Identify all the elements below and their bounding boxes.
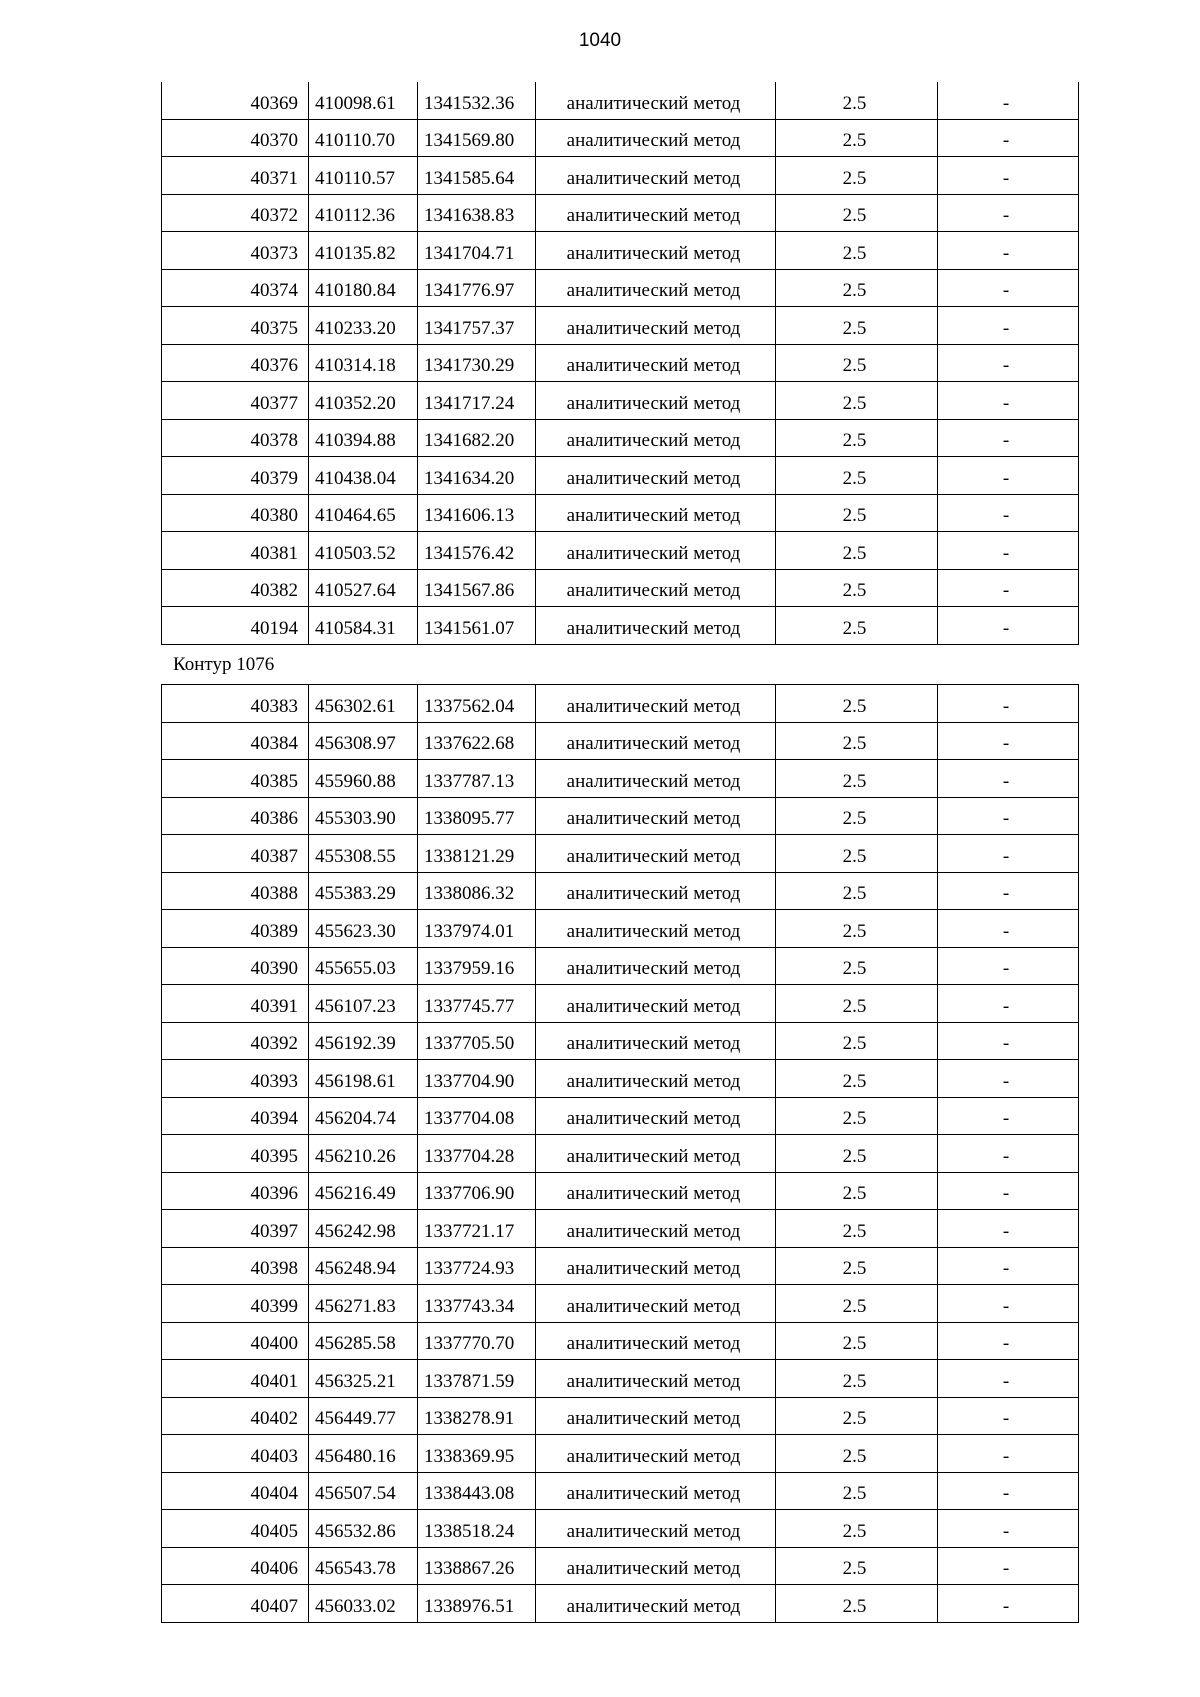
description-cell: - <box>938 1210 1079 1248</box>
point-number-cell: 40403 <box>162 1435 309 1473</box>
accuracy-cell: 2.5 <box>776 722 938 760</box>
y-coordinate-cell: 1341776.97 <box>418 269 536 307</box>
y-coordinate-cell: 1338369.95 <box>418 1435 536 1473</box>
description-cell: - <box>938 457 1079 495</box>
point-number-cell: 40369 <box>162 82 309 119</box>
method-cell: аналитический метод <box>536 985 776 1023</box>
table-row <box>162 157 1079 195</box>
x-coordinate-cell: 410180.84 <box>309 269 418 307</box>
description-cell: - <box>938 569 1079 607</box>
x-coordinate-cell: 456308.97 <box>309 722 418 760</box>
x-coordinate-cell: 456210.26 <box>309 1135 418 1173</box>
x-coordinate-cell: 456480.16 <box>309 1435 418 1473</box>
x-coordinate-cell: 410352.20 <box>309 382 418 420</box>
y-coordinate-cell: 1338443.08 <box>418 1472 536 1510</box>
y-coordinate-cell: 1338095.77 <box>418 797 536 835</box>
method-cell: аналитический метод <box>536 307 776 345</box>
description-cell: - <box>938 1585 1079 1623</box>
table-row <box>162 569 1079 607</box>
accuracy-cell: 2.5 <box>776 685 938 723</box>
accuracy-cell: 2.5 <box>776 307 938 345</box>
point-number-cell: 40392 <box>162 1022 309 1060</box>
description-cell: - <box>938 797 1079 835</box>
y-coordinate-cell: 1337974.01 <box>418 910 536 948</box>
method-cell: аналитический метод <box>536 1210 776 1248</box>
x-coordinate-cell: 455383.29 <box>309 872 418 910</box>
point-number-cell: 40396 <box>162 1172 309 1210</box>
y-coordinate-cell: 1337704.08 <box>418 1097 536 1135</box>
y-coordinate-cell: 1337562.04 <box>418 685 536 723</box>
method-cell: аналитический метод <box>536 1247 776 1285</box>
y-coordinate-cell: 1341634.20 <box>418 457 536 495</box>
y-coordinate-cell: 1338086.32 <box>418 872 536 910</box>
table-row <box>162 344 1079 382</box>
x-coordinate-cell: 410314.18 <box>309 344 418 382</box>
description-cell: - <box>938 1060 1079 1098</box>
accuracy-cell: 2.5 <box>776 1247 938 1285</box>
point-number-cell: 40379 <box>162 457 309 495</box>
y-coordinate-cell: 1337622.68 <box>418 722 536 760</box>
table-row <box>162 307 1079 345</box>
table-row <box>162 910 1079 948</box>
method-cell: аналитический метод <box>536 1322 776 1360</box>
table-row <box>162 1435 1079 1473</box>
y-coordinate-cell: 1337871.59 <box>418 1360 536 1398</box>
table-row <box>162 494 1079 532</box>
y-coordinate-cell: 1341585.64 <box>418 157 536 195</box>
method-cell: аналитический метод <box>536 494 776 532</box>
point-number-cell: 40393 <box>162 1060 309 1098</box>
table-row <box>162 269 1079 307</box>
table-row <box>162 985 1079 1023</box>
y-coordinate-cell: 1341638.83 <box>418 194 536 232</box>
y-coordinate-cell: 1341717.24 <box>418 382 536 420</box>
description-cell: - <box>938 1547 1079 1585</box>
method-cell: аналитический метод <box>536 1285 776 1323</box>
y-coordinate-cell: 1341704.71 <box>418 232 536 270</box>
table-row <box>162 119 1079 157</box>
point-number-cell: 40377 <box>162 382 309 420</box>
y-coordinate-cell: 1337704.28 <box>418 1135 536 1173</box>
accuracy-cell: 2.5 <box>776 494 938 532</box>
method-cell: аналитический метод <box>536 607 776 645</box>
table-row <box>162 232 1079 270</box>
x-coordinate-cell: 456242.98 <box>309 1210 418 1248</box>
table-row <box>162 685 1079 723</box>
method-cell: аналитический метод <box>536 569 776 607</box>
point-number-cell: 40395 <box>162 1135 309 1173</box>
x-coordinate-cell: 456033.02 <box>309 1585 418 1623</box>
y-coordinate-cell: 1337724.93 <box>418 1247 536 1285</box>
accuracy-cell: 2.5 <box>776 344 938 382</box>
x-coordinate-cell: 456271.83 <box>309 1285 418 1323</box>
x-coordinate-cell: 456507.54 <box>309 1472 418 1510</box>
method-cell: аналитический метод <box>536 1585 776 1623</box>
accuracy-cell: 2.5 <box>776 194 938 232</box>
method-cell: аналитический метод <box>536 835 776 873</box>
method-cell: аналитический метод <box>536 157 776 195</box>
y-coordinate-cell: 1338976.51 <box>418 1585 536 1623</box>
y-coordinate-cell: 1337705.50 <box>418 1022 536 1060</box>
table-row <box>162 1322 1079 1360</box>
accuracy-cell: 2.5 <box>776 1547 938 1585</box>
x-coordinate-cell: 410503.52 <box>309 532 418 570</box>
table-row <box>162 722 1079 760</box>
method-cell: аналитический метод <box>536 382 776 420</box>
x-coordinate-cell: 456325.21 <box>309 1360 418 1398</box>
method-cell: аналитический метод <box>536 269 776 307</box>
point-number-cell: 40194 <box>162 607 309 645</box>
table-row <box>162 1135 1079 1173</box>
accuracy-cell: 2.5 <box>776 910 938 948</box>
description-cell: - <box>938 1022 1079 1060</box>
point-number-cell: 40380 <box>162 494 309 532</box>
description-cell: - <box>938 872 1079 910</box>
accuracy-cell: 2.5 <box>776 382 938 420</box>
y-coordinate-cell: 1341532.36 <box>418 82 536 119</box>
accuracy-cell: 2.5 <box>776 797 938 835</box>
x-coordinate-cell: 455623.30 <box>309 910 418 948</box>
accuracy-cell: 2.5 <box>776 119 938 157</box>
accuracy-cell: 2.5 <box>776 532 938 570</box>
table-row <box>162 1472 1079 1510</box>
method-cell: аналитический метод <box>536 1172 776 1210</box>
x-coordinate-cell: 410527.64 <box>309 569 418 607</box>
x-coordinate-cell: 410098.61 <box>309 82 418 119</box>
description-cell: - <box>938 532 1079 570</box>
method-cell: аналитический метод <box>536 1360 776 1398</box>
point-number-cell: 40400 <box>162 1322 309 1360</box>
x-coordinate-cell: 410438.04 <box>309 457 418 495</box>
point-number-cell: 40371 <box>162 157 309 195</box>
point-number-cell: 40386 <box>162 797 309 835</box>
y-coordinate-cell: 1341730.29 <box>418 344 536 382</box>
accuracy-cell: 2.5 <box>776 1322 938 1360</box>
table-row <box>162 1397 1079 1435</box>
method-cell: аналитический метод <box>536 872 776 910</box>
accuracy-cell: 2.5 <box>776 419 938 457</box>
table-row <box>162 835 1079 873</box>
point-number-cell: 40384 <box>162 722 309 760</box>
point-number-cell: 40382 <box>162 569 309 607</box>
method-cell: аналитический метод <box>536 194 776 232</box>
method-cell: аналитический метод <box>536 797 776 835</box>
y-coordinate-cell: 1337787.13 <box>418 760 536 798</box>
method-cell: аналитический метод <box>536 722 776 760</box>
point-number-cell: 40373 <box>162 232 309 270</box>
description-cell: - <box>938 835 1079 873</box>
y-coordinate-cell: 1341569.80 <box>418 119 536 157</box>
description-cell: - <box>938 1247 1079 1285</box>
accuracy-cell: 2.5 <box>776 1585 938 1623</box>
description-cell: - <box>938 1360 1079 1398</box>
method-cell: аналитический метод <box>536 457 776 495</box>
method-cell: аналитический метод <box>536 1547 776 1585</box>
y-coordinate-cell: 1337770.70 <box>418 1322 536 1360</box>
table-row <box>162 1097 1079 1135</box>
y-coordinate-cell: 1338867.26 <box>418 1547 536 1585</box>
x-coordinate-cell: 456285.58 <box>309 1322 418 1360</box>
method-cell: аналитический метод <box>536 947 776 985</box>
method-cell: аналитический метод <box>536 344 776 382</box>
x-coordinate-cell: 456543.78 <box>309 1547 418 1585</box>
method-cell: аналитический метод <box>536 910 776 948</box>
accuracy-cell: 2.5 <box>776 760 938 798</box>
point-number-cell: 40388 <box>162 872 309 910</box>
x-coordinate-cell: 456216.49 <box>309 1172 418 1210</box>
point-number-cell: 40399 <box>162 1285 309 1323</box>
description-cell: - <box>938 1135 1079 1173</box>
method-cell: аналитический метод <box>536 419 776 457</box>
point-number-cell: 40389 <box>162 910 309 948</box>
x-coordinate-cell: 456204.74 <box>309 1097 418 1135</box>
accuracy-cell: 2.5 <box>776 232 938 270</box>
point-number-cell: 40405 <box>162 1510 309 1548</box>
description-cell: - <box>938 119 1079 157</box>
table-row <box>162 607 1079 645</box>
table-row <box>162 1360 1079 1398</box>
point-number-cell: 40375 <box>162 307 309 345</box>
accuracy-cell: 2.5 <box>776 985 938 1023</box>
method-cell: аналитический метод <box>536 1097 776 1135</box>
accuracy-cell: 2.5 <box>776 1172 938 1210</box>
y-coordinate-cell: 1341757.37 <box>418 307 536 345</box>
x-coordinate-cell: 456107.23 <box>309 985 418 1023</box>
y-coordinate-cell: 1341567.86 <box>418 569 536 607</box>
x-coordinate-cell: 455308.55 <box>309 835 418 873</box>
x-coordinate-cell: 455655.03 <box>309 947 418 985</box>
coordinates-table-contour <box>161 684 1079 1623</box>
accuracy-cell: 2.5 <box>776 1135 938 1173</box>
description-cell: - <box>938 269 1079 307</box>
x-coordinate-cell: 456532.86 <box>309 1510 418 1548</box>
point-number-cell: 40383 <box>162 685 309 723</box>
description-cell: - <box>938 344 1079 382</box>
accuracy-cell: 2.5 <box>776 1285 938 1323</box>
description-cell: - <box>938 1322 1079 1360</box>
point-number-cell: 40385 <box>162 760 309 798</box>
accuracy-cell: 2.5 <box>776 569 938 607</box>
table-row <box>162 194 1079 232</box>
x-coordinate-cell: 410233.20 <box>309 307 418 345</box>
description-cell: - <box>938 419 1079 457</box>
accuracy-cell: 2.5 <box>776 1060 938 1098</box>
y-coordinate-cell: 1341561.07 <box>418 607 536 645</box>
description-cell: - <box>938 194 1079 232</box>
point-number-cell: 40407 <box>162 1585 309 1623</box>
method-cell: аналитический метод <box>536 760 776 798</box>
table-row <box>162 947 1079 985</box>
description-cell: - <box>938 494 1079 532</box>
x-coordinate-cell: 456198.61 <box>309 1060 418 1098</box>
table-row <box>162 1210 1079 1248</box>
x-coordinate-cell: 455303.90 <box>309 797 418 835</box>
table-row <box>162 1547 1079 1585</box>
description-cell: - <box>938 947 1079 985</box>
y-coordinate-cell: 1341682.20 <box>418 419 536 457</box>
x-coordinate-cell: 410110.70 <box>309 119 418 157</box>
description-cell: - <box>938 607 1079 645</box>
accuracy-cell: 2.5 <box>776 157 938 195</box>
accuracy-cell: 2.5 <box>776 835 938 873</box>
coordinates-table-continued <box>161 82 1079 645</box>
point-number-cell: 40398 <box>162 1247 309 1285</box>
table-row <box>162 1022 1079 1060</box>
table-row <box>162 457 1079 495</box>
method-cell: аналитический метод <box>536 1435 776 1473</box>
table-row <box>162 382 1079 420</box>
table-row <box>162 1285 1079 1323</box>
accuracy-cell: 2.5 <box>776 1397 938 1435</box>
y-coordinate-cell: 1338278.91 <box>418 1397 536 1435</box>
accuracy-cell: 2.5 <box>776 1022 938 1060</box>
point-number-cell: 40370 <box>162 119 309 157</box>
accuracy-cell: 2.5 <box>776 607 938 645</box>
method-cell: аналитический метод <box>536 685 776 723</box>
table-row <box>162 797 1079 835</box>
y-coordinate-cell: 1337706.90 <box>418 1172 536 1210</box>
table-row <box>162 82 1079 119</box>
y-coordinate-cell: 1341576.42 <box>418 532 536 570</box>
method-cell: аналитический метод <box>536 119 776 157</box>
description-cell: - <box>938 382 1079 420</box>
y-coordinate-cell: 1337721.17 <box>418 1210 536 1248</box>
description-cell: - <box>938 1097 1079 1135</box>
accuracy-cell: 2.5 <box>776 1360 938 1398</box>
point-number-cell: 40391 <box>162 985 309 1023</box>
method-cell: аналитический метод <box>536 1510 776 1548</box>
y-coordinate-cell: 1341606.13 <box>418 494 536 532</box>
description-cell: - <box>938 760 1079 798</box>
x-coordinate-cell: 410110.57 <box>309 157 418 195</box>
point-number-cell: 40390 <box>162 947 309 985</box>
table-row <box>162 1585 1079 1623</box>
description-cell: - <box>938 1510 1079 1548</box>
description-cell: - <box>938 910 1079 948</box>
description-cell: - <box>938 1435 1079 1473</box>
accuracy-cell: 2.5 <box>776 1510 938 1548</box>
description-cell: - <box>938 232 1079 270</box>
method-cell: аналитический метод <box>536 82 776 119</box>
point-number-cell: 40401 <box>162 1360 309 1398</box>
method-cell: аналитический метод <box>536 232 776 270</box>
y-coordinate-cell: 1337745.77 <box>418 985 536 1023</box>
x-coordinate-cell: 456449.77 <box>309 1397 418 1435</box>
y-coordinate-cell: 1337743.34 <box>418 1285 536 1323</box>
x-coordinate-cell: 455960.88 <box>309 760 418 798</box>
table-row <box>162 1172 1079 1210</box>
description-cell: - <box>938 685 1079 723</box>
x-coordinate-cell: 456302.61 <box>309 685 418 723</box>
y-coordinate-cell: 1338518.24 <box>418 1510 536 1548</box>
page-number: 1040 <box>578 30 622 51</box>
point-number-cell: 40404 <box>162 1472 309 1510</box>
method-cell: аналитический метод <box>536 1472 776 1510</box>
point-number-cell: 40397 <box>162 1210 309 1248</box>
x-coordinate-cell: 410394.88 <box>309 419 418 457</box>
table-row <box>162 872 1079 910</box>
description-cell: - <box>938 1397 1079 1435</box>
table-row <box>162 760 1079 798</box>
point-number-cell: 40387 <box>162 835 309 873</box>
point-number-cell: 40381 <box>162 532 309 570</box>
x-coordinate-cell: 410464.65 <box>309 494 418 532</box>
table-row <box>162 1060 1079 1098</box>
accuracy-cell: 2.5 <box>776 1210 938 1248</box>
x-coordinate-cell: 410135.82 <box>309 232 418 270</box>
description-cell: - <box>938 1172 1079 1210</box>
point-number-cell: 40378 <box>162 419 309 457</box>
accuracy-cell: 2.5 <box>776 872 938 910</box>
description-cell: - <box>938 1472 1079 1510</box>
accuracy-cell: 2.5 <box>776 82 938 119</box>
point-number-cell: 40376 <box>162 344 309 382</box>
accuracy-cell: 2.5 <box>776 457 938 495</box>
accuracy-cell: 2.5 <box>776 947 938 985</box>
method-cell: аналитический метод <box>536 1135 776 1173</box>
point-number-cell: 40394 <box>162 1097 309 1135</box>
method-cell: аналитический метод <box>536 1022 776 1060</box>
accuracy-cell: 2.5 <box>776 1435 938 1473</box>
x-coordinate-cell: 410584.31 <box>309 607 418 645</box>
table-row <box>162 532 1079 570</box>
method-cell: аналитический метод <box>536 1397 776 1435</box>
table-row <box>162 419 1079 457</box>
description-cell: - <box>938 82 1079 119</box>
description-cell: - <box>938 722 1079 760</box>
x-coordinate-cell: 410112.36 <box>309 194 418 232</box>
accuracy-cell: 2.5 <box>776 1097 938 1135</box>
x-coordinate-cell: 456192.39 <box>309 1022 418 1060</box>
y-coordinate-cell: 1337959.16 <box>418 947 536 985</box>
point-number-cell: 40374 <box>162 269 309 307</box>
description-cell: - <box>938 157 1079 195</box>
method-cell: аналитический метод <box>536 532 776 570</box>
point-number-cell: 40372 <box>162 194 309 232</box>
y-coordinate-cell: 1338121.29 <box>418 835 536 873</box>
description-cell: - <box>938 1285 1079 1323</box>
accuracy-cell: 2.5 <box>776 1472 938 1510</box>
table-row <box>162 1247 1079 1285</box>
y-coordinate-cell: 1337704.90 <box>418 1060 536 1098</box>
method-cell: аналитический метод <box>536 1060 776 1098</box>
point-number-cell: 40402 <box>162 1397 309 1435</box>
description-cell: - <box>938 307 1079 345</box>
table-row <box>162 1510 1079 1548</box>
accuracy-cell: 2.5 <box>776 269 938 307</box>
point-number-cell: 40406 <box>162 1547 309 1585</box>
x-coordinate-cell: 456248.94 <box>309 1247 418 1285</box>
contour-title: Контур 1076 <box>173 654 275 675</box>
description-cell: - <box>938 985 1079 1023</box>
